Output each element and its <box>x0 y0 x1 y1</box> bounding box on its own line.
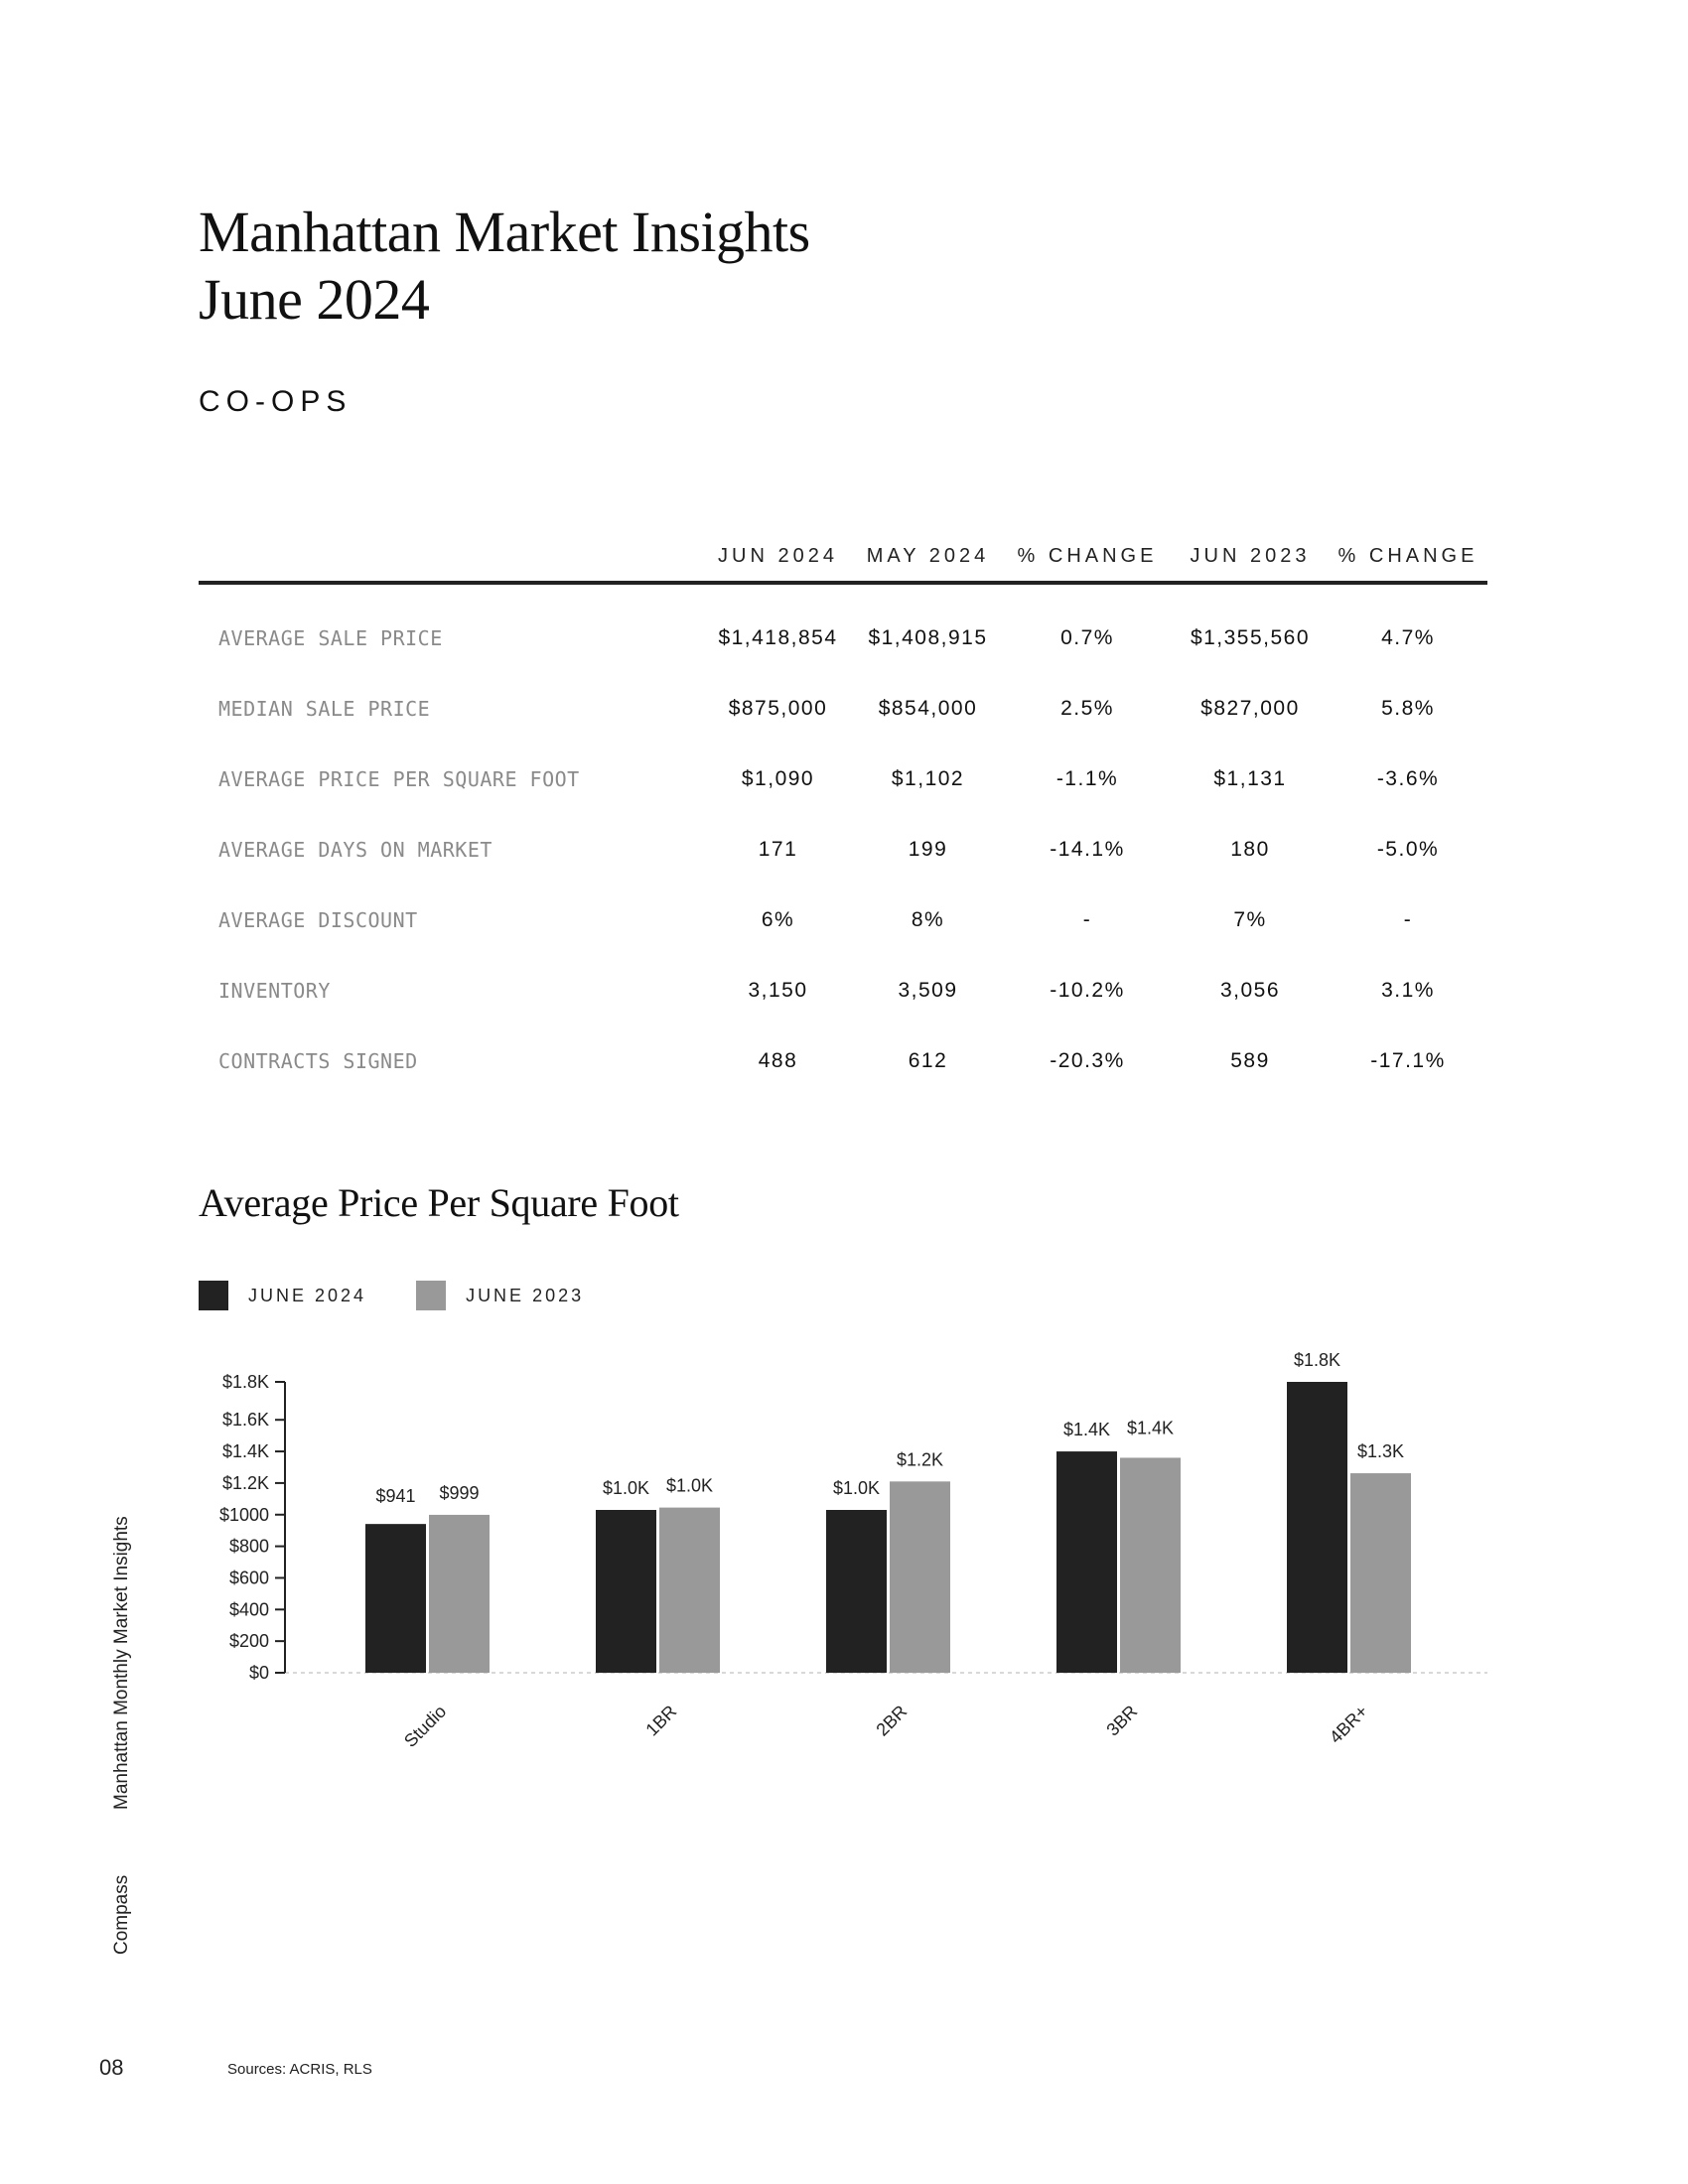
bar-june-2023 <box>1350 1473 1411 1673</box>
y-tick-label: $1000 <box>218 1504 269 1525</box>
bar-june-2024 <box>365 1524 426 1673</box>
data-label: $1.3K <box>1356 1441 1405 1462</box>
table-row <box>199 814 1487 885</box>
data-label: $1.0K <box>665 1475 714 1496</box>
bar-june-2023 <box>1120 1457 1181 1673</box>
table-header-row <box>199 531 1487 583</box>
bar-june-2023 <box>659 1508 720 1673</box>
table-cell: 4.7% <box>1381 625 1435 649</box>
table-cell: 3,509 <box>898 978 958 1002</box>
bar-june-2023 <box>429 1515 490 1673</box>
legend-label: JUNE 2024 <box>248 1285 367 1305</box>
chart-title: Average Price Per Square Foot <box>199 1180 679 1225</box>
table-cell: 0.7% <box>1060 625 1114 649</box>
table-cell: 180 <box>1230 837 1270 861</box>
table-cell: -10.2% <box>1050 978 1125 1002</box>
table-cell: $1,131 <box>1213 766 1287 790</box>
y-tick-label: $1.2K <box>221 1472 269 1493</box>
market-stats-table <box>199 531 1487 1096</box>
data-label: $1.2K <box>896 1449 944 1470</box>
data-label: $1.8K <box>1293 1350 1341 1370</box>
data-label: $1.4K <box>1126 1418 1175 1438</box>
table-cell: $854,000 <box>878 696 978 720</box>
legend-label: JUNE 2023 <box>466 1285 585 1305</box>
table-row <box>199 1025 1487 1096</box>
table-cell: 5.8% <box>1381 696 1435 720</box>
table-cell: 171 <box>758 837 798 861</box>
report-title-line-1: Manhattan Market Insights <box>199 200 810 264</box>
table-cell: 488 <box>758 1048 798 1072</box>
table-cell: 3,150 <box>748 978 808 1002</box>
y-tick-label: $1.4K <box>221 1441 269 1462</box>
y-tick-label: $1.6K <box>221 1410 269 1431</box>
table-cell: -17.1% <box>1370 1048 1446 1072</box>
y-tick-label: $200 <box>228 1631 269 1652</box>
table-row <box>199 744 1487 814</box>
bar-june-2024 <box>1056 1451 1117 1673</box>
metric-label: AVERAGE DAYS ON MARKET <box>218 837 492 862</box>
data-label: $1.0K <box>832 1477 881 1498</box>
y-tick-label: $400 <box>228 1599 269 1620</box>
table-cell: -1.1% <box>1055 766 1119 790</box>
table-cell: 6% <box>761 907 795 931</box>
table-cell: -14.1% <box>1050 837 1125 861</box>
metric-label: MEDIAN SALE PRICE <box>218 696 431 721</box>
table-cell: -3.6% <box>1376 766 1440 790</box>
bar-june-2024 <box>826 1510 887 1673</box>
table-row <box>199 673 1487 744</box>
table-cell: $1,408,915 <box>868 625 988 649</box>
column-header: % CHANGE <box>1017 544 1158 567</box>
x-tick-label: 4BR+ <box>1325 1701 1372 1748</box>
table-cell: 7% <box>1233 907 1267 931</box>
metric-label: CONTRACTS SIGNED <box>218 1048 418 1073</box>
x-tick-label: 2BR <box>872 1701 912 1740</box>
price-per-sqft-bar-chart <box>0 1291 1688 1807</box>
metric-label: AVERAGE DISCOUNT <box>218 907 418 932</box>
metric-label: AVERAGE SALE PRICE <box>218 625 443 650</box>
table-cell: $1,355,560 <box>1190 625 1311 649</box>
metric-label: INVENTORY <box>218 978 331 1003</box>
table-cell: - <box>1082 907 1092 931</box>
metric-label: AVERAGE PRICE PER SQUARE FOOT <box>218 766 580 791</box>
bar-june-2024 <box>1287 1382 1347 1673</box>
table-cell: 2.5% <box>1060 696 1114 720</box>
table-cell: 8% <box>911 907 945 931</box>
page-number: 08 <box>99 2055 124 2080</box>
table-row <box>199 885 1487 955</box>
data-label: $999 <box>439 1482 480 1503</box>
bar-june-2023 <box>890 1481 950 1673</box>
table-row <box>199 955 1487 1025</box>
metric-column-header <box>199 531 703 583</box>
report-title-line-2: June 2024 <box>199 267 430 332</box>
table-cell: 199 <box>908 837 948 861</box>
table-cell: 3,056 <box>1219 978 1281 1002</box>
table-cell: $875,000 <box>728 696 828 720</box>
column-header: JUN 2023 <box>1190 544 1311 567</box>
table-cell: $1,418,854 <box>718 625 838 649</box>
column-header: JUN 2024 <box>718 544 838 567</box>
x-tick-label: Studio <box>400 1701 451 1751</box>
report-title <box>199 199 810 334</box>
table-cell: -5.0% <box>1376 837 1440 861</box>
x-tick-label: 1BR <box>641 1701 681 1740</box>
brand-label: Compass <box>111 1874 132 1955</box>
table-cell: 589 <box>1230 1048 1270 1072</box>
bar-june-2024 <box>596 1510 656 1673</box>
side-title: Manhattan Monthly Market Insights <box>111 1516 132 1810</box>
table-cell: 612 <box>908 1048 948 1072</box>
table-cell: 3.1% <box>1381 978 1435 1002</box>
column-header: % CHANGE <box>1337 544 1478 567</box>
table-cell: -20.3% <box>1050 1048 1125 1072</box>
y-tick-label: $0 <box>248 1663 269 1683</box>
y-tick-label: $600 <box>228 1568 269 1588</box>
table-row <box>199 583 1487 673</box>
table-cell: - <box>1403 907 1413 931</box>
section-label: CO-OPS <box>199 385 352 418</box>
y-tick-label: $1.8K <box>221 1372 269 1392</box>
data-label: $1.0K <box>602 1477 650 1498</box>
data-label: $1.4K <box>1062 1420 1111 1440</box>
data-label: $941 <box>375 1486 416 1507</box>
column-header: MAY 2024 <box>866 544 990 567</box>
sources-note: Sources: ACRIS, RLS <box>227 2061 372 2078</box>
table-cell: $1,090 <box>741 766 815 790</box>
x-tick-label: 3BR <box>1102 1701 1142 1740</box>
table-cell: $827,000 <box>1200 696 1300 720</box>
table-cell: $1,102 <box>891 766 965 790</box>
y-tick-label: $800 <box>228 1536 269 1557</box>
